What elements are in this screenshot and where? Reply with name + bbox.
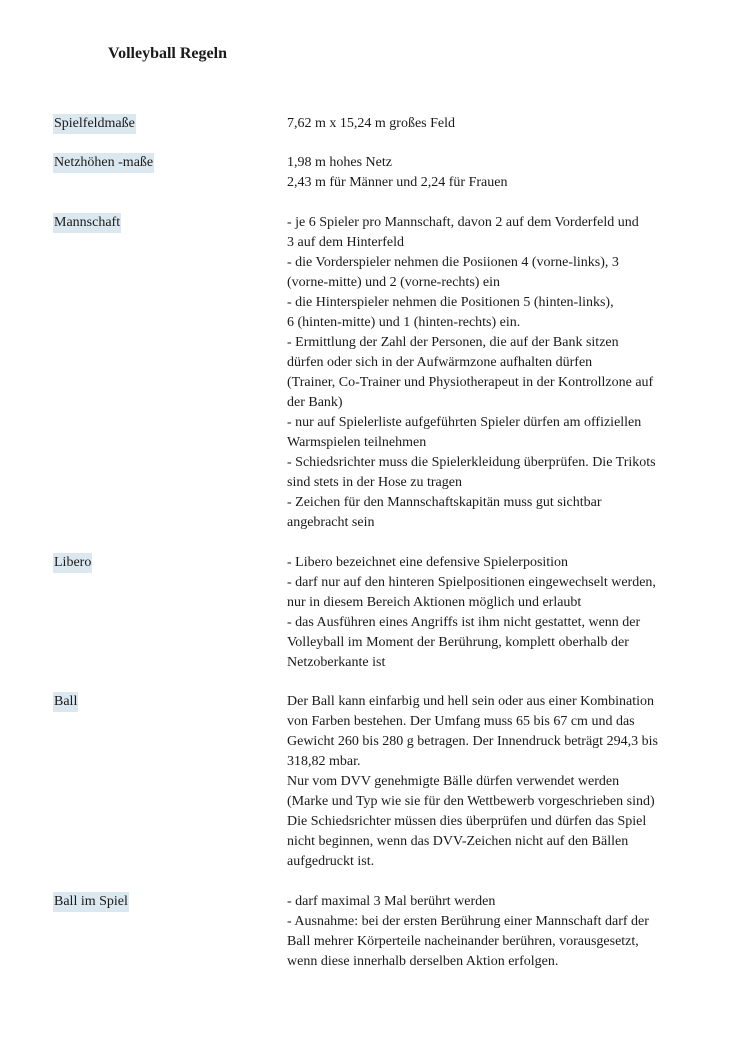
description-line: - je 6 Spieler pro Mannschaft, davon 2 auf dem Vorderfeld und (287, 215, 639, 230)
entry-description (287, 153, 707, 193)
entry-term: Ball (53, 692, 78, 712)
entry-term: Spielfeldmaße (53, 114, 136, 134)
entry-term: Netzhöhen -maße (53, 153, 154, 173)
description-line: Nur vom DVV genehmigte Bälle dürfen verwendet werden (287, 774, 620, 789)
entry-description (287, 692, 707, 872)
description-line: Volleyball im Moment der Berührung, komplett oberhalb der (287, 635, 629, 650)
description-line: 318,82 mbar. (287, 754, 361, 769)
description-line: - darf maximal 3 Mal berührt werden (287, 894, 496, 909)
description-line: - Schiedsrichter muss die Spielerkleidung überprüfen. Die Trikots (287, 455, 656, 470)
description-line: der Bank) (287, 395, 343, 410)
description-line: - die Vorderspieler nehmen die Posiionen 4 (vorne-links), 3 (287, 255, 619, 270)
description-line: Der Ball kann einfarbig und hell sein oder aus einer Kombination (287, 694, 655, 709)
description-line: dürfen oder sich in der Aufwärmzone aufhalten dürfen (287, 355, 593, 370)
description-line: wenn diese innerhalb derselben Aktion erfolgen. (287, 954, 559, 969)
description-line: Netzoberkante ist (287, 655, 386, 670)
description-line: (vorne-mitte) und 2 (vorne-rechts) ein (287, 275, 501, 290)
description-line: angebracht sein (287, 515, 375, 530)
description-line: von Farben bestehen. Der Umfang muss 65 bis 67 cm und das (287, 714, 635, 729)
description-line: - Zeichen für den Mannschaftskapitän muss gut sichtbar (287, 495, 602, 510)
description-line: (Marke und Typ wie sie für den Wettbewerb vorgeschrieben sind) (287, 794, 655, 809)
description-line: - nur auf Spielerliste aufgeführten Spieler dürfen am offiziellen (287, 415, 642, 430)
description-line: aufgedruckt ist. (287, 854, 375, 869)
document-title: Volleyball Regeln (108, 45, 227, 62)
description-line: nur in diesem Bereich Aktionen möglich und erlaubt (287, 595, 582, 610)
description-line: Warmspielen teilnehmen (287, 435, 427, 450)
description-line: 1,98 m hohes Netz (287, 155, 392, 170)
description-line: - Ermittlung der Zahl der Personen, die auf der Bank sitzen (287, 335, 619, 350)
description-line: 6 (hinten-mitte) und 1 (hinten-rechts) ein. (287, 315, 521, 330)
description-line: - Ausnahme: bei der ersten Berührung einer Mannschaft darf der (287, 914, 649, 929)
description-line: - das Ausführen eines Angriffs ist ihm nicht gestattet, wenn der (287, 615, 641, 630)
entry-description (287, 553, 707, 673)
description-line: - Libero bezeichnet eine defensive Spielerposition (287, 555, 569, 570)
entry-description (287, 892, 707, 972)
description-line: - die Hinterspieler nehmen die Positionen 5 (hinten-links), (287, 295, 614, 310)
entry-term: Mannschaft (53, 213, 121, 233)
description-line: 3 auf dem Hinterfeld (287, 235, 405, 250)
entry-description (287, 213, 707, 533)
description-line: 2,43 m für Männer und 2,24 für Frauen (287, 175, 508, 190)
entry-term: Libero (53, 553, 92, 573)
description-line: nicht beginnen, wenn das DVV-Zeichen nicht auf den Bällen (287, 834, 629, 849)
entry-term: Ball im Spiel (53, 892, 129, 912)
description-line: 7,62 m x 15,24 m großes Feld (287, 116, 455, 131)
entry-description (287, 114, 707, 134)
description-line: Ball mehrer Körperteile nacheinander berühren, vorausgesetzt, (287, 934, 639, 949)
description-line: Die Schiedsrichter müssen dies überprüfen und dürfen das Spiel (287, 814, 647, 829)
description-line: sind stets in der Hose zu tragen (287, 475, 462, 490)
description-line: Gewicht 260 bis 280 g betragen. Der Innendruck beträgt 294,3 bis (287, 734, 658, 749)
description-line: - darf nur auf den hinteren Spielpositionen eingewechselt werden, (287, 575, 656, 590)
description-line: (Trainer, Co-Trainer und Physiotherapeut in der Kontrollzone auf (287, 375, 654, 390)
